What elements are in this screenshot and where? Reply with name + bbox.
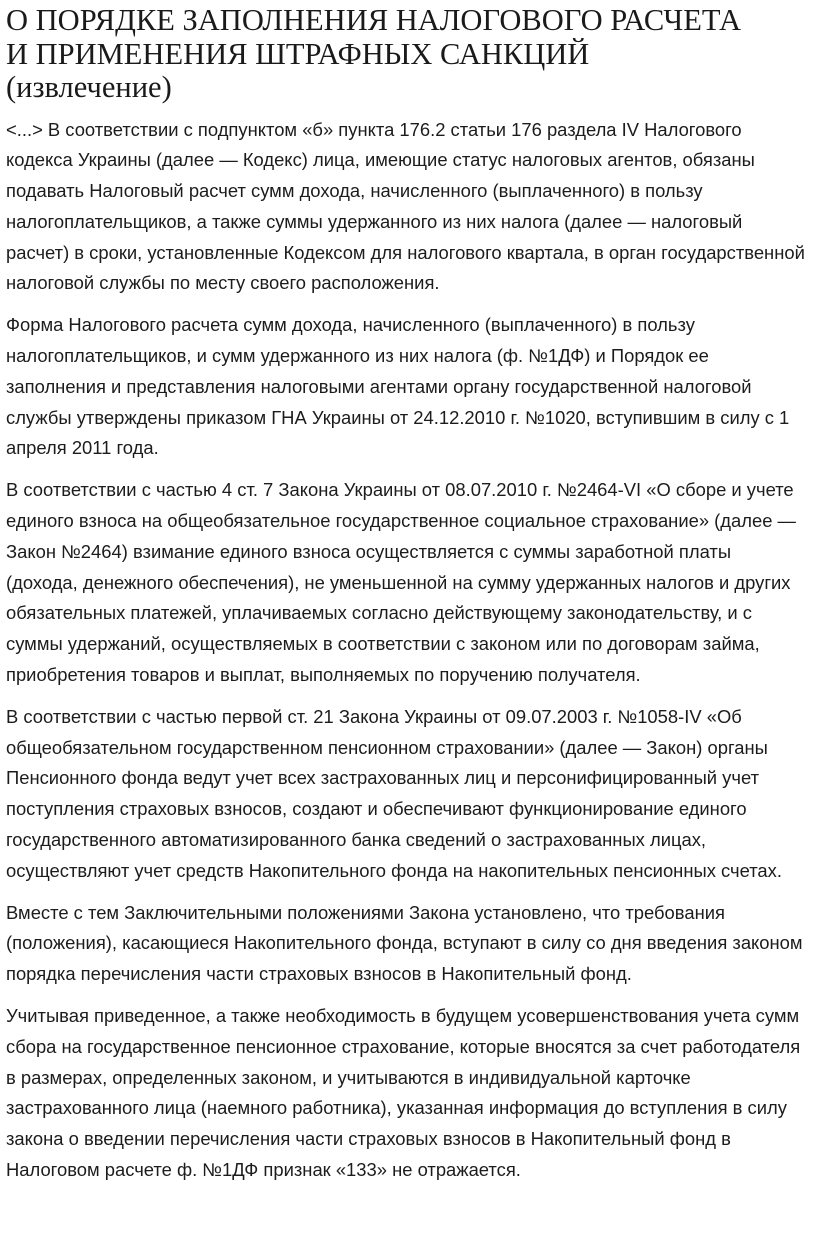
title-line-1: О ПОРЯДКЕ ЗАПОЛНЕНИЯ НАЛОГОВОГО РАСЧЕТА xyxy=(6,3,741,37)
paragraph-5: Вместе с тем Заключительными положениями Закона установлено, что требования (положения), касающиеся Накопительного фонда, вступают в силу со дня введения законом порядка перечисления части страховых взносов в Накопительный фонд. xyxy=(6,901,803,985)
paragraph-1: <...> В соответствии с подпунктом «б» пункта 176.2 статьи 176 раздела IV Налогового кодекса Украины (далее — Кодекс) лица, имеющие статус налоговых агентов, обязаны подавать Налоговый расчет сумм дохода, начисленного (выплаченного) в пользу налогоплательщиков, а также суммы удержанного из них налога (далее — налоговый расчет) в сроки, установленные Кодексом для налогового квартала, в орган государственной налоговой службы по месту своего расположения. xyxy=(6,118,805,294)
paragraph-4: В соответствии с частью первой ст. 21 Закона Украины от 09.07.2003 г. №1058-IV «Об общеобязательном государственном пенсионном страховании» (далее — Закон) органы Пенсионного фонда ведут учет всех застрахованных лиц и персонифицированный учет поступления страховых взносов, создают и обеспечивают функционирование единого государственного автоматизированного банка сведений о застрахованных лицах, осуществляют учет средств Накопительного фонда на накопительных пенсионных счетах. xyxy=(6,705,782,881)
title-line-2: И ПРИМЕНЕНИЯ ШТРАФНЫХ САНКЦИЙ xyxy=(6,36,590,71)
paragraph-6: Учитывая приведенное, а также необходимость в будущем усовершенствования учета сумм сбора на государственное пенсионное страхование, которые вносятся за счет работодателя в размерах, определенных законом, и учитываются в индивидуальной карточке застрахованного лица (наемного работника), указанная информация до вступления в силу закона о введении перечисления части страховых взносов в Накопительный фонд в Налоговом расчете ф. №1ДФ признак «133» не отражается. xyxy=(6,1005,801,1180)
document-title xyxy=(6,4,806,105)
title-line-3: (извлечение) xyxy=(6,70,172,104)
paragraph-2: Форма Налогового расчета сумм дохода, начисленного (выплаченного) в пользу налогоплательщиков, и сумм удержанного из них налога (ф. №1ДФ) и Порядок ее заполнения и представления налоговыми агентами органу государственной налоговой службы утверждены приказом ГНА Украины от 24.12.2010 г. №1020, вступившим в силу с 1 апреля 2011 года. xyxy=(6,314,790,459)
paragraph-3: В соответствии с частью 4 ст. 7 Закона Украины от 08.07.2010 г. №2464-VI «О сборе и учете единого взноса на общеобязательное государственное социальное страхование» (далее — Закон №2464) взимание единого взноса осуществляется с суммы заработной платы (дохода, денежного обеспечения), не уменьшенной на сумму удержанных налогов и других обязательных платежей, уплачиваемых согласно действующему законодательству, и с суммы удержаний, осуществляемых в соответствии с законом или по договорам займа, приобретения товаров и выплат, выполняемых по поручению получателя. xyxy=(6,479,796,686)
